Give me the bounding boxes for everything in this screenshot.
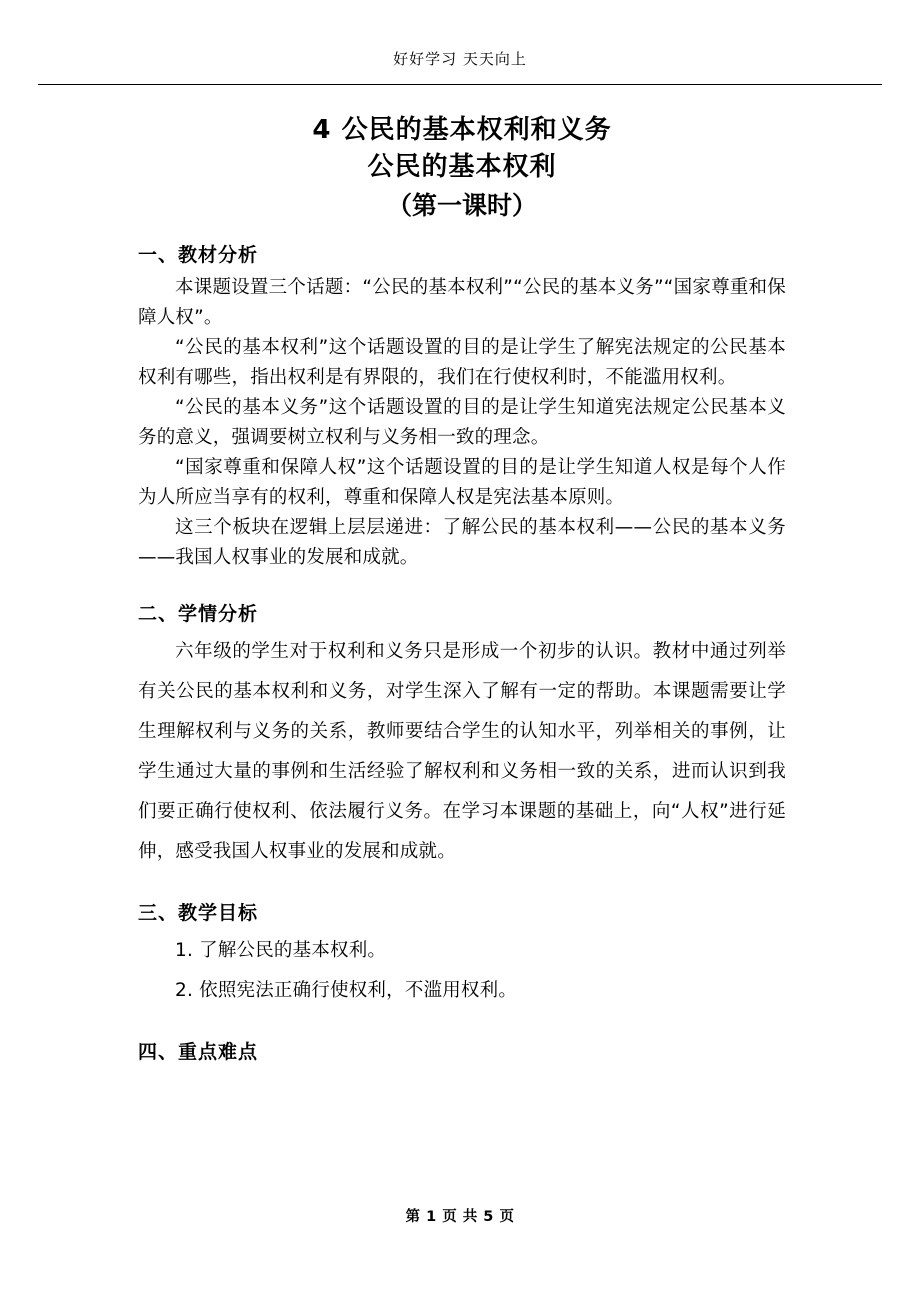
page-footer: 第 1 页 共 5 页 xyxy=(405,1209,515,1225)
section-1-paragraph-2: “公民的基本权利”这个话题设置的目的是让学生了解宪法规定的公民基本权利有哪些，指出权利是有界限的，我们在行使权利时，不能滥用权利。 xyxy=(138,337,786,388)
section-2-paragraph-1: 六年级的学生对于权利和义务只是形成一个初步的认识。教材中通过列举有关公民的基本权利和义务，对学生深入了解有一定的帮助。本课题需要让学生理解权利与义务的关系，教师要结合学生的认知水平，列举相关的事例，让学生通过大量的事例和生活经验了解权利和义务相一致的关系，进而认识到我们要正确行使权利、依法履行义务。在学习本课题的基础上，向“人权”进行延伸，感受我国人权事业的发展和成就。 xyxy=(138,641,786,862)
section-1-paragraph-3: “公民的基本义务”这个话题设置的目的是让学生知道宪法规定公民基本义务的意义，强调要树立权利与义务相一致的理念。 xyxy=(138,397,786,448)
header-divider xyxy=(38,84,882,85)
page-header: 好好学习 天天向上 xyxy=(393,50,527,68)
section-heading-1: 一、教材分析 xyxy=(138,244,259,266)
section-3-item-2: 2. 依照宪法正确行使权利，不滥用权利。 xyxy=(175,980,518,1001)
section-heading-4: 四、重点难点 xyxy=(138,1041,259,1063)
section-3-item-1: 1. 了解公民的基本权利。 xyxy=(175,940,387,961)
document-title xyxy=(138,112,786,226)
section-1-paragraph-4: “国家尊重和保障人权”这个话题设置的目的是让学生知道人权是每个人作为人所应当享有的权利，尊重和保障人权是宪法基本原则。 xyxy=(138,457,786,508)
section-heading-2: 二、学情分析 xyxy=(138,603,259,625)
document-content xyxy=(138,108,786,1070)
title-line-2: 公民的基本权利 xyxy=(367,152,557,182)
title-line-1: 4 公民的基本权利和义务 xyxy=(312,115,612,145)
section-heading-3: 三、教学目标 xyxy=(138,902,259,924)
section-1-paragraph-1: 本课题设置三个话题：“公民的基本权利”“公民的基本义务”“国家尊重和保障人权”。 xyxy=(138,277,786,328)
title-line-3: （第一课时） xyxy=(386,191,537,220)
section-1-paragraph-5: 这三个板块在逻辑上层层递进：了解公民的基本权利——公民的基本义务——我国人权事业的发展和成就。 xyxy=(138,517,786,568)
